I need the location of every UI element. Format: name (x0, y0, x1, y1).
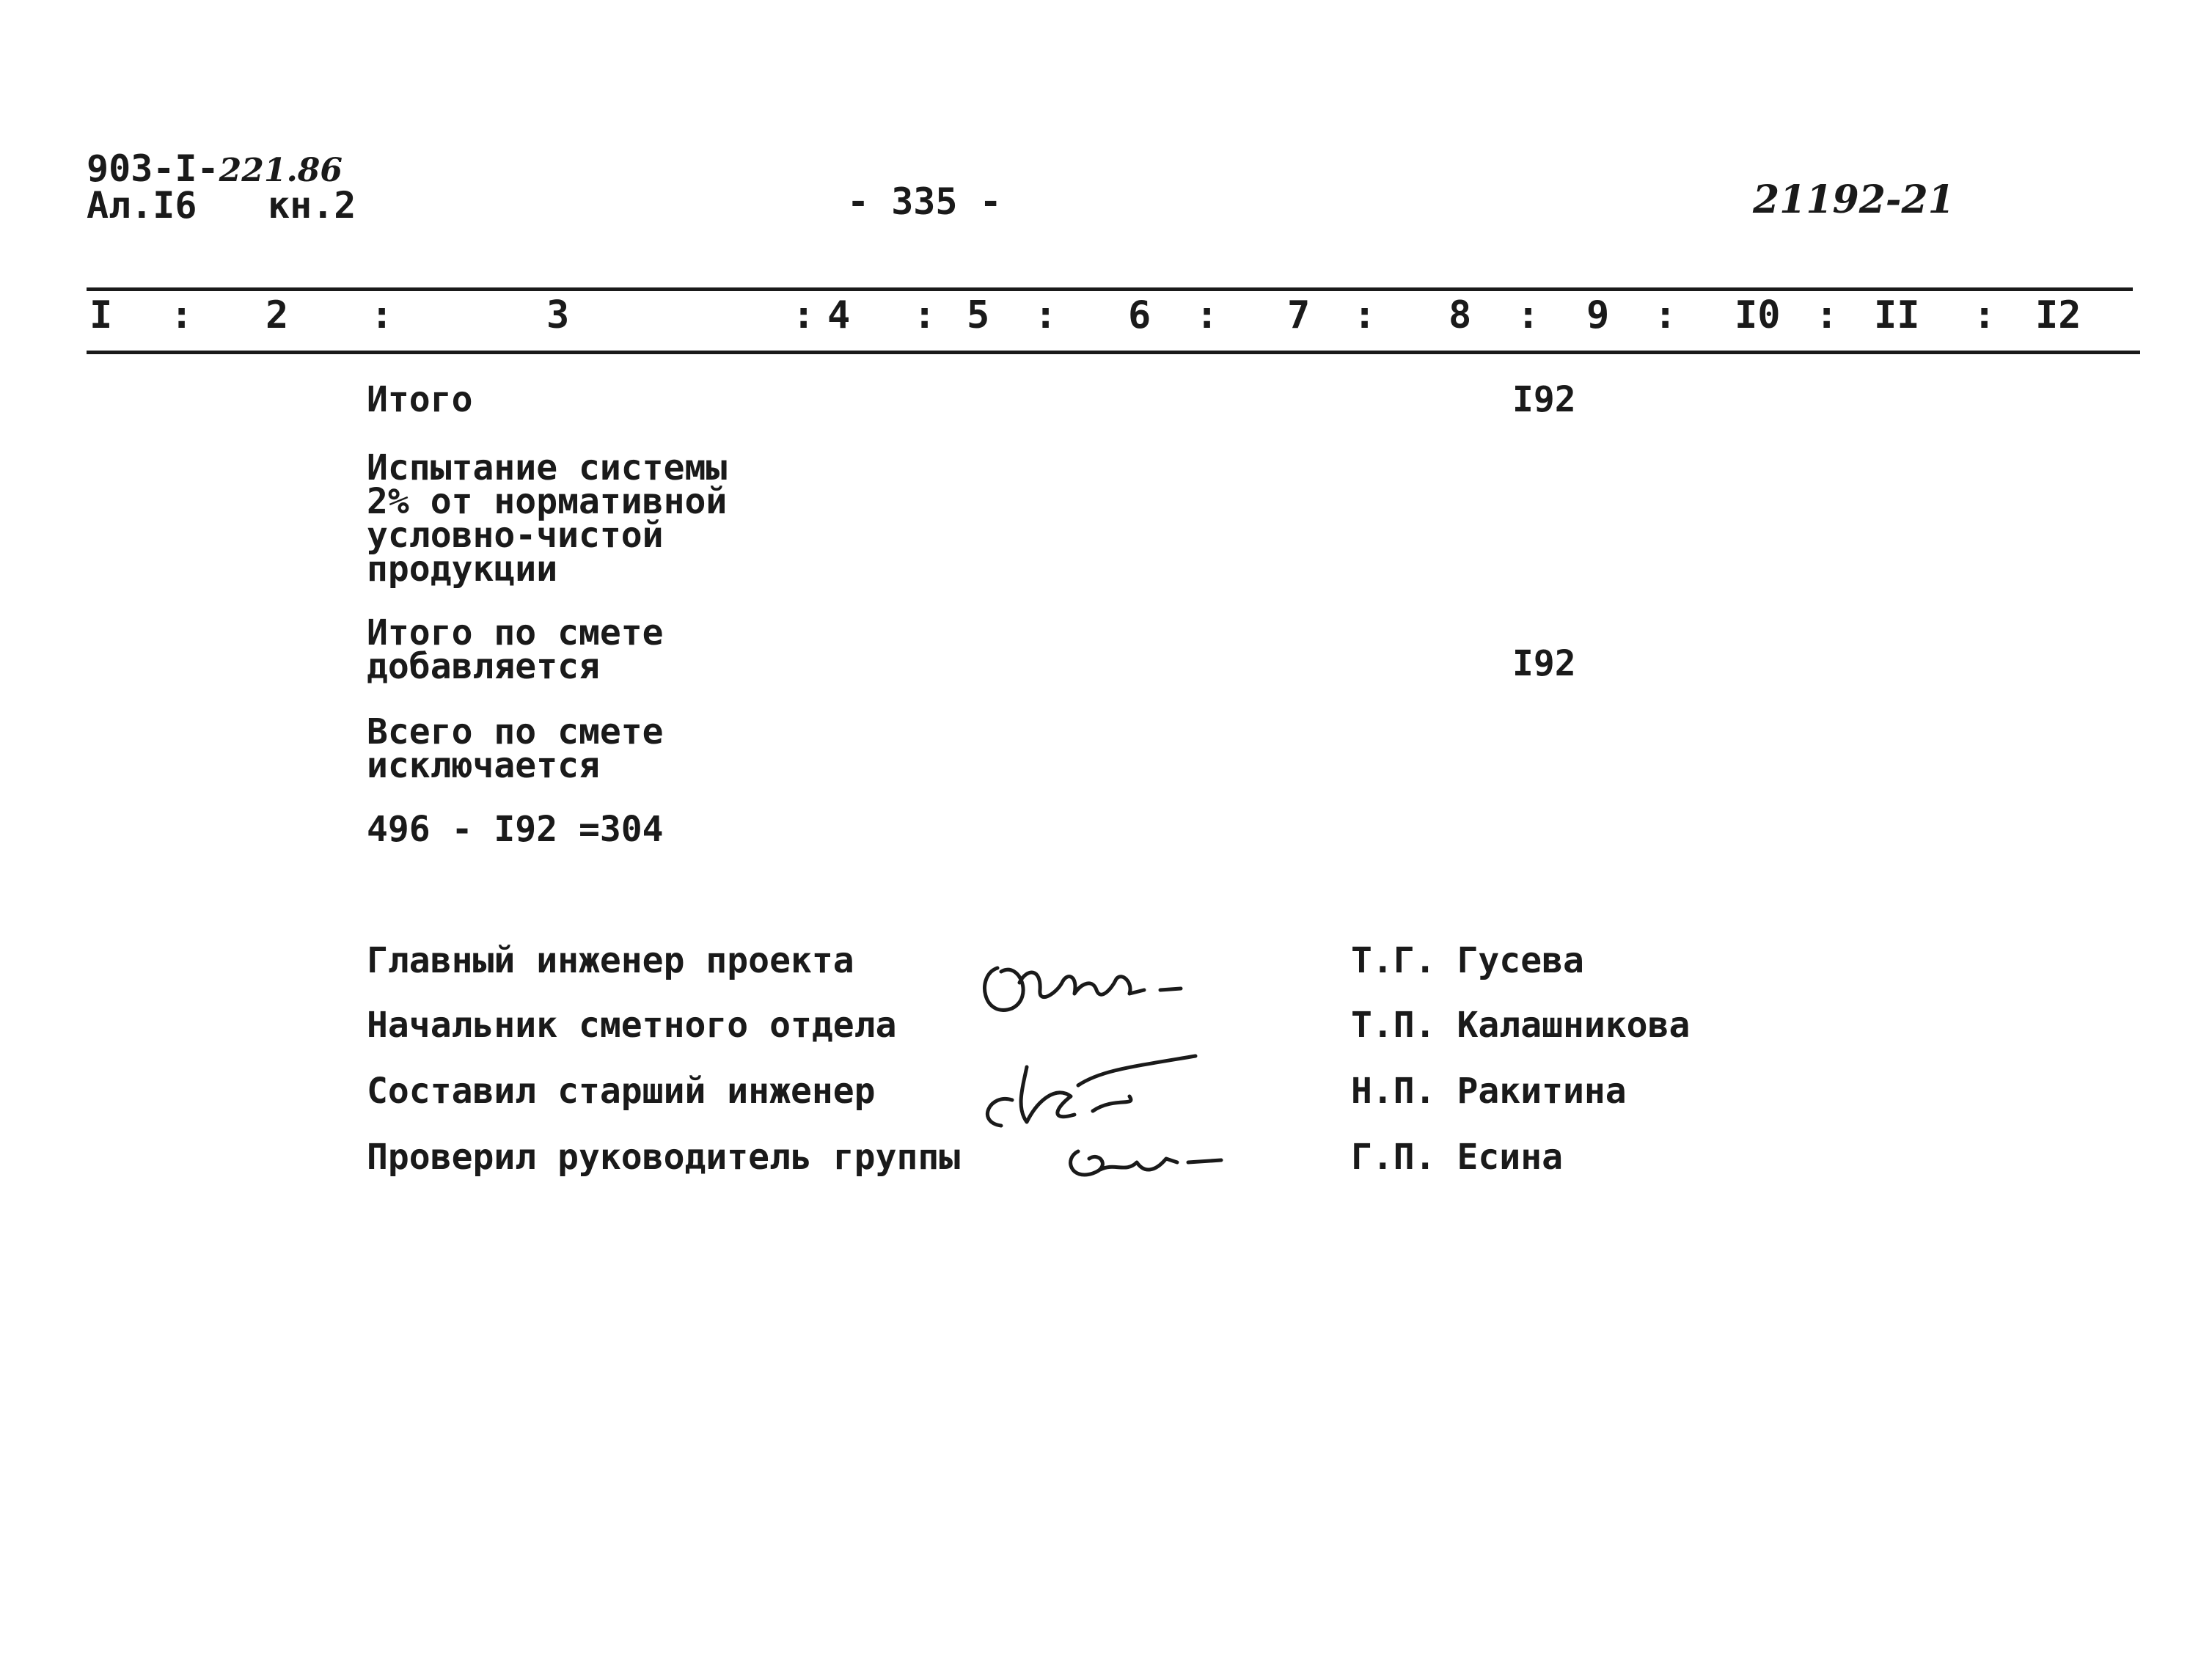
series-handwritten: 221.86 (219, 152, 343, 189)
col-3: 3 (546, 293, 570, 337)
col-5: 5 (967, 293, 990, 337)
series-prefix: 903-I- (87, 147, 219, 190)
col-sep: : (370, 293, 394, 337)
signature-mark-3 (1071, 1151, 1221, 1175)
document-number: 21192-21 (1753, 177, 1955, 222)
col-9: 9 (1586, 293, 1610, 337)
col-10: I0 (1735, 293, 1781, 337)
col-sep: : (170, 293, 194, 337)
col-sep: : (1973, 293, 1996, 337)
signature-role: Начальник сметного отдела (367, 1005, 897, 1046)
col-sep: : (792, 293, 816, 337)
row-test-label: Испытание системы 2% от нормативной условно-чистой продукции (367, 447, 728, 590)
handwritten-signatures (946, 939, 1283, 1195)
col-1: I (89, 293, 113, 337)
page-number: - 335 - (847, 180, 1002, 223)
col-sep: : (1034, 293, 1058, 337)
album-number: Ал.I6 (87, 184, 197, 227)
header-rule-top (87, 287, 2133, 291)
col-4: 4 (827, 293, 851, 337)
col-sep: : (1654, 293, 1677, 337)
signature-role: Проверил руководитель группы (367, 1137, 961, 1178)
row-excluded-label: Всего по смете исключается (367, 711, 664, 786)
col-sep: : (913, 293, 937, 337)
row-total-label: Итого (367, 379, 473, 420)
col-8: 8 (1449, 293, 1472, 337)
signature-mark-1 (985, 968, 1181, 1010)
col-11: II (1874, 293, 1920, 337)
row-calc-label: 496 - I92 =304 (367, 809, 664, 850)
col-sep: : (1353, 293, 1377, 337)
col-sep: : (1195, 293, 1219, 337)
header-rule-bottom (87, 351, 2140, 354)
row-total-value: I92 (1512, 379, 1576, 420)
signature-role: Главный инженер проекта (367, 940, 854, 981)
row-added-label: Итого по смете добавляется (367, 612, 664, 687)
book-number: кн.2 (268, 184, 356, 227)
col-sep: : (1815, 293, 1839, 337)
col-6: 6 (1128, 293, 1151, 337)
signature-name: Т.П. Калашникова (1351, 1005, 1691, 1046)
col-7: 7 (1287, 293, 1311, 337)
col-12: I2 (2035, 293, 2081, 337)
signature-name: Г.П. Есина (1351, 1137, 1563, 1178)
signature-name: Н.П. Ракитина (1351, 1071, 1627, 1112)
col-2: 2 (265, 293, 289, 337)
row-added-value: I92 (1512, 643, 1576, 684)
signature-role: Составил старший инженер (367, 1071, 876, 1112)
signature-mark-2 (987, 1056, 1195, 1126)
signature-name: Т.Г. Гусева (1351, 940, 1584, 981)
col-sep: : (1517, 293, 1540, 337)
